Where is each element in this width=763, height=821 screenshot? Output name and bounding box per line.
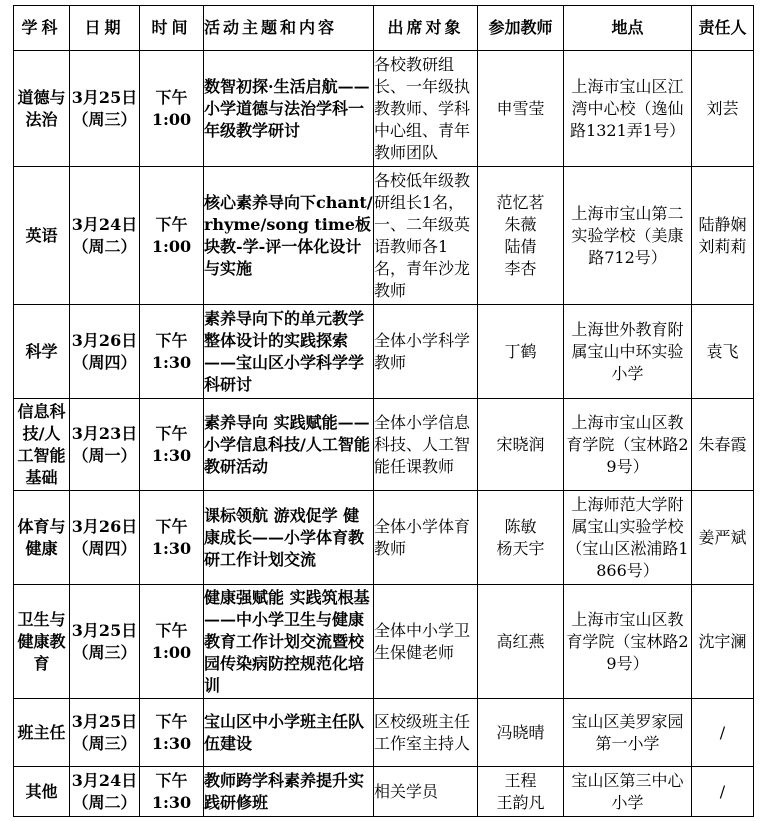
- subject-cell: [14, 399, 70, 491]
- table-row: [14, 585, 754, 699]
- responsible-cell-line: /: [719, 722, 726, 742]
- date-cell-line: （周三）: [72, 642, 137, 662]
- responsible-cell-line: 陆静娴: [698, 214, 747, 234]
- responsible-cell: [692, 305, 754, 399]
- topic-cell: [204, 491, 374, 585]
- subject-cell-line: 体育与: [17, 516, 66, 536]
- teachers-cell: [478, 699, 564, 767]
- header-subject: 学科: [14, 6, 70, 51]
- responsible-cell-line: 刘芸: [706, 98, 739, 118]
- time-cell-line: 下午: [155, 423, 188, 443]
- time-cell-line: 1:30: [151, 733, 192, 753]
- table-row: [14, 699, 754, 767]
- header-place: 地点: [564, 6, 692, 51]
- audience-cell: [374, 767, 478, 817]
- place-cell-text: 上海市宝山区江湾中心校（逸仙路1321弄1号）: [570, 76, 685, 140]
- time-cell-line: 下午: [155, 516, 188, 536]
- date-cell-line: （周四）: [72, 352, 137, 372]
- time-cell-line: 下午: [155, 770, 188, 790]
- place-cell: [564, 491, 692, 585]
- audience-cell: [374, 491, 478, 585]
- place-cell: [564, 51, 692, 167]
- subject-cell-line: 育: [33, 653, 50, 673]
- date-cell: [70, 585, 140, 699]
- table-row: [14, 305, 754, 399]
- subject-cell-line: 技/人: [22, 423, 61, 443]
- place-cell-text: 上海市宝山区教育学院（宝林路29号）: [566, 412, 689, 476]
- audience-cell-text: 全体小学体育教师: [374, 516, 471, 558]
- place-cell-text: 宝山区美罗家园第一小学: [571, 711, 684, 753]
- header-teachers: 参加教师: [478, 6, 564, 51]
- teachers-cell: [478, 491, 564, 585]
- audience-cell-text: 各校教研组长、一年级执教教师、学科中心组、青年教师团队: [374, 54, 471, 162]
- teachers-cell-line: 范忆茗: [496, 192, 545, 212]
- date-cell-line: （周二）: [72, 236, 137, 256]
- time-cell-line: 下午: [155, 620, 188, 640]
- teachers-cell-line: 杨天宇: [496, 538, 545, 558]
- audience-cell-text: 相关学员: [374, 781, 439, 801]
- topic-cell-text: 宝山区中小学班主任队伍建设: [204, 711, 365, 753]
- place-cell: [564, 167, 692, 305]
- time-cell-line: 1:30: [151, 352, 192, 372]
- teachers-cell: [478, 767, 564, 817]
- date-cell-line: （周二）: [72, 792, 137, 812]
- date-cell-line: 3月24日: [71, 214, 138, 234]
- topic-cell: [204, 767, 374, 817]
- teachers-cell: [478, 305, 564, 399]
- place-cell: [564, 585, 692, 699]
- teachers-cell-line: 申雪莹: [496, 98, 545, 118]
- topic-cell-text: 素养导向 实践赋能——小学信息科技/人工智能教研活动: [204, 412, 370, 476]
- topic-cell-text: 教师跨学科素养提升实践研修班: [204, 770, 365, 812]
- responsible-cell: [692, 167, 754, 305]
- audience-cell: [374, 699, 478, 767]
- subject-cell: [14, 585, 70, 699]
- time-cell-line: 下午: [155, 87, 188, 107]
- audience-cell-text: 区校级班主任工作室主持人: [374, 711, 471, 753]
- time-cell: [140, 399, 204, 491]
- subject-cell: [14, 305, 70, 399]
- time-cell: [140, 699, 204, 767]
- time-cell: [140, 305, 204, 399]
- audience-cell: [374, 399, 478, 491]
- table-row: [14, 399, 754, 491]
- audience-cell: [374, 305, 478, 399]
- table-row: [14, 51, 754, 167]
- date-cell: [70, 167, 140, 305]
- date-cell: [70, 699, 140, 767]
- teachers-cell-line: 李杏: [504, 258, 537, 278]
- topic-cell-text: 素养导向下的单元教学整体设计的实践探索——宝山区小学科学学科研讨: [204, 308, 365, 394]
- time-cell-line: 1:30: [151, 538, 192, 558]
- subject-cell-line: 其他: [25, 781, 58, 801]
- subject-cell-line: 信息科: [17, 401, 66, 421]
- responsible-cell-line: /: [719, 781, 726, 801]
- header-topic: 活动主题和内容: [204, 6, 374, 51]
- date-cell-line: （周三）: [72, 733, 137, 753]
- date-cell-line: 3月24日: [71, 770, 138, 790]
- table-row: [14, 491, 754, 585]
- responsible-cell-line: 姜严斌: [698, 527, 747, 547]
- place-cell-text: 上海师范大学附属宝山实验学校（宝山区淞浦路1866号）: [566, 494, 689, 580]
- responsible-cell: [692, 491, 754, 585]
- teachers-cell-line: 王程: [504, 770, 537, 790]
- date-cell-line: 3月23日: [71, 423, 138, 443]
- responsible-cell: [692, 399, 754, 491]
- date-cell: [70, 767, 140, 817]
- date-cell-line: 3月25日: [71, 620, 138, 640]
- date-cell-line: 3月26日: [71, 516, 138, 536]
- audience-cell: [374, 585, 478, 699]
- topic-cell-text: 健康强赋能 实践筑根基——中小学卫生与健康教育工作计划交流暨校园传染病防控规范化培训: [204, 587, 370, 695]
- responsible-cell: [692, 699, 754, 767]
- date-cell-line: （周四）: [72, 538, 137, 558]
- header-time: 时间: [140, 6, 204, 51]
- subject-cell-line: 健康教: [17, 631, 66, 651]
- time-cell-line: 1:00: [151, 109, 192, 129]
- header-responsible: 责任人: [692, 6, 754, 51]
- teachers-cell-line: 王韵凡: [496, 792, 545, 812]
- teachers-cell-line: 丁鹤: [504, 341, 537, 361]
- date-cell: [70, 51, 140, 167]
- audience-cell-text: 全体中小学卫生保健老师: [374, 620, 471, 662]
- place-cell-text: 上海市宝山第二实验学校（美康路712号）: [571, 203, 684, 267]
- date-cell-line: （周一）: [72, 445, 137, 465]
- teachers-cell: [478, 167, 564, 305]
- table-row: [14, 767, 754, 817]
- subject-cell: [14, 767, 70, 817]
- header-date: 日期: [70, 6, 140, 51]
- time-cell-line: 1:00: [151, 642, 192, 662]
- teachers-cell: [478, 399, 564, 491]
- responsible-cell-line: 沈宇澜: [698, 631, 747, 651]
- place-cell: [564, 699, 692, 767]
- audience-cell-text: 全体小学信息科技、人工智能任课教师: [374, 412, 471, 476]
- time-cell: [140, 585, 204, 699]
- time-cell-line: 下午: [155, 711, 188, 731]
- teachers-cell-line: 朱薇: [504, 214, 537, 234]
- topic-cell-text: 核心素养导向下chant/rhyme/song time板块教-学-评一体化设计与实施: [204, 192, 373, 278]
- topic-cell: [204, 699, 374, 767]
- activity-schedule-table: [13, 5, 754, 817]
- teachers-cell-line: 高红燕: [496, 631, 545, 651]
- time-cell-line: 下午: [155, 214, 188, 234]
- topic-cell: [204, 305, 374, 399]
- date-cell: [70, 305, 140, 399]
- topic-cell: [204, 399, 374, 491]
- header-row: [14, 6, 754, 51]
- time-cell: [140, 167, 204, 305]
- subject-cell-line: 班主任: [17, 722, 66, 742]
- responsible-cell: [692, 585, 754, 699]
- responsible-cell-line: 朱春霞: [698, 434, 747, 454]
- time-cell: [140, 767, 204, 817]
- subject-cell-line: 基础: [25, 467, 58, 487]
- place-cell: [564, 767, 692, 817]
- teachers-cell-line: 宋晓润: [496, 434, 545, 454]
- date-cell-line: 3月25日: [71, 87, 138, 107]
- responsible-cell: [692, 767, 754, 817]
- subject-cell-line: 工智能: [17, 445, 66, 465]
- subject-cell: [14, 51, 70, 167]
- time-cell: [140, 51, 204, 167]
- subject-cell-line: 健康: [25, 538, 58, 558]
- responsible-cell-line: 刘莉莉: [698, 236, 747, 256]
- teachers-cell-line: 陈敏: [504, 516, 537, 536]
- topic-cell-text: 数智初探·生活启航——小学道德与法治学科一年级教学研讨: [204, 76, 370, 140]
- date-cell: [70, 491, 140, 585]
- subject-cell-line: 道德与: [17, 87, 66, 107]
- time-cell: [140, 491, 204, 585]
- time-cell-line: 1:30: [151, 445, 192, 465]
- teachers-cell-line: 冯晓晴: [496, 722, 545, 742]
- place-cell-text: 上海世外教育附属宝山中环实验小学: [571, 319, 684, 383]
- place-cell: [564, 399, 692, 491]
- responsible-cell-line: 袁飞: [706, 341, 739, 361]
- subject-cell-line: 卫生与: [17, 609, 66, 629]
- audience-cell: [374, 51, 478, 167]
- date-cell-line: 3月25日: [71, 711, 138, 731]
- subject-cell-line: 英语: [25, 225, 58, 245]
- time-cell-line: 下午: [155, 330, 188, 350]
- teachers-cell-line: 陆倩: [504, 236, 537, 256]
- table-row: [14, 167, 754, 305]
- subject-cell: [14, 699, 70, 767]
- responsible-cell: [692, 51, 754, 167]
- header-audience: 出席对象: [374, 6, 478, 51]
- audience-cell-text: 全体小学科学教师: [374, 330, 471, 372]
- topic-cell: [204, 51, 374, 167]
- subject-cell-line: 法治: [25, 109, 58, 129]
- place-cell-text: 上海市宝山区教育学院（宝林路29号）: [566, 609, 689, 673]
- time-cell-line: 1:00: [151, 236, 192, 256]
- time-cell-line: 1:30: [151, 792, 192, 812]
- subject-cell: [14, 491, 70, 585]
- teachers-cell: [478, 51, 564, 167]
- audience-cell: [374, 167, 478, 305]
- date-cell-line: （周三）: [72, 109, 137, 129]
- subject-cell: [14, 167, 70, 305]
- topic-cell-text: 课标领航 游戏促学 健康成长——小学体育教研工作计划交流: [204, 505, 365, 569]
- place-cell-text: 宝山区第三中心小学: [571, 770, 684, 812]
- date-cell-line: 3月26日: [71, 330, 138, 350]
- audience-cell-text: 各校低年级教研组长1名，一、二年级英语教师各1名，青年沙龙教师: [374, 170, 471, 300]
- topic-cell: [204, 167, 374, 305]
- teachers-cell: [478, 585, 564, 699]
- subject-cell-line: 科学: [25, 341, 58, 361]
- date-cell: [70, 399, 140, 491]
- place-cell: [564, 305, 692, 399]
- topic-cell: [204, 585, 374, 699]
